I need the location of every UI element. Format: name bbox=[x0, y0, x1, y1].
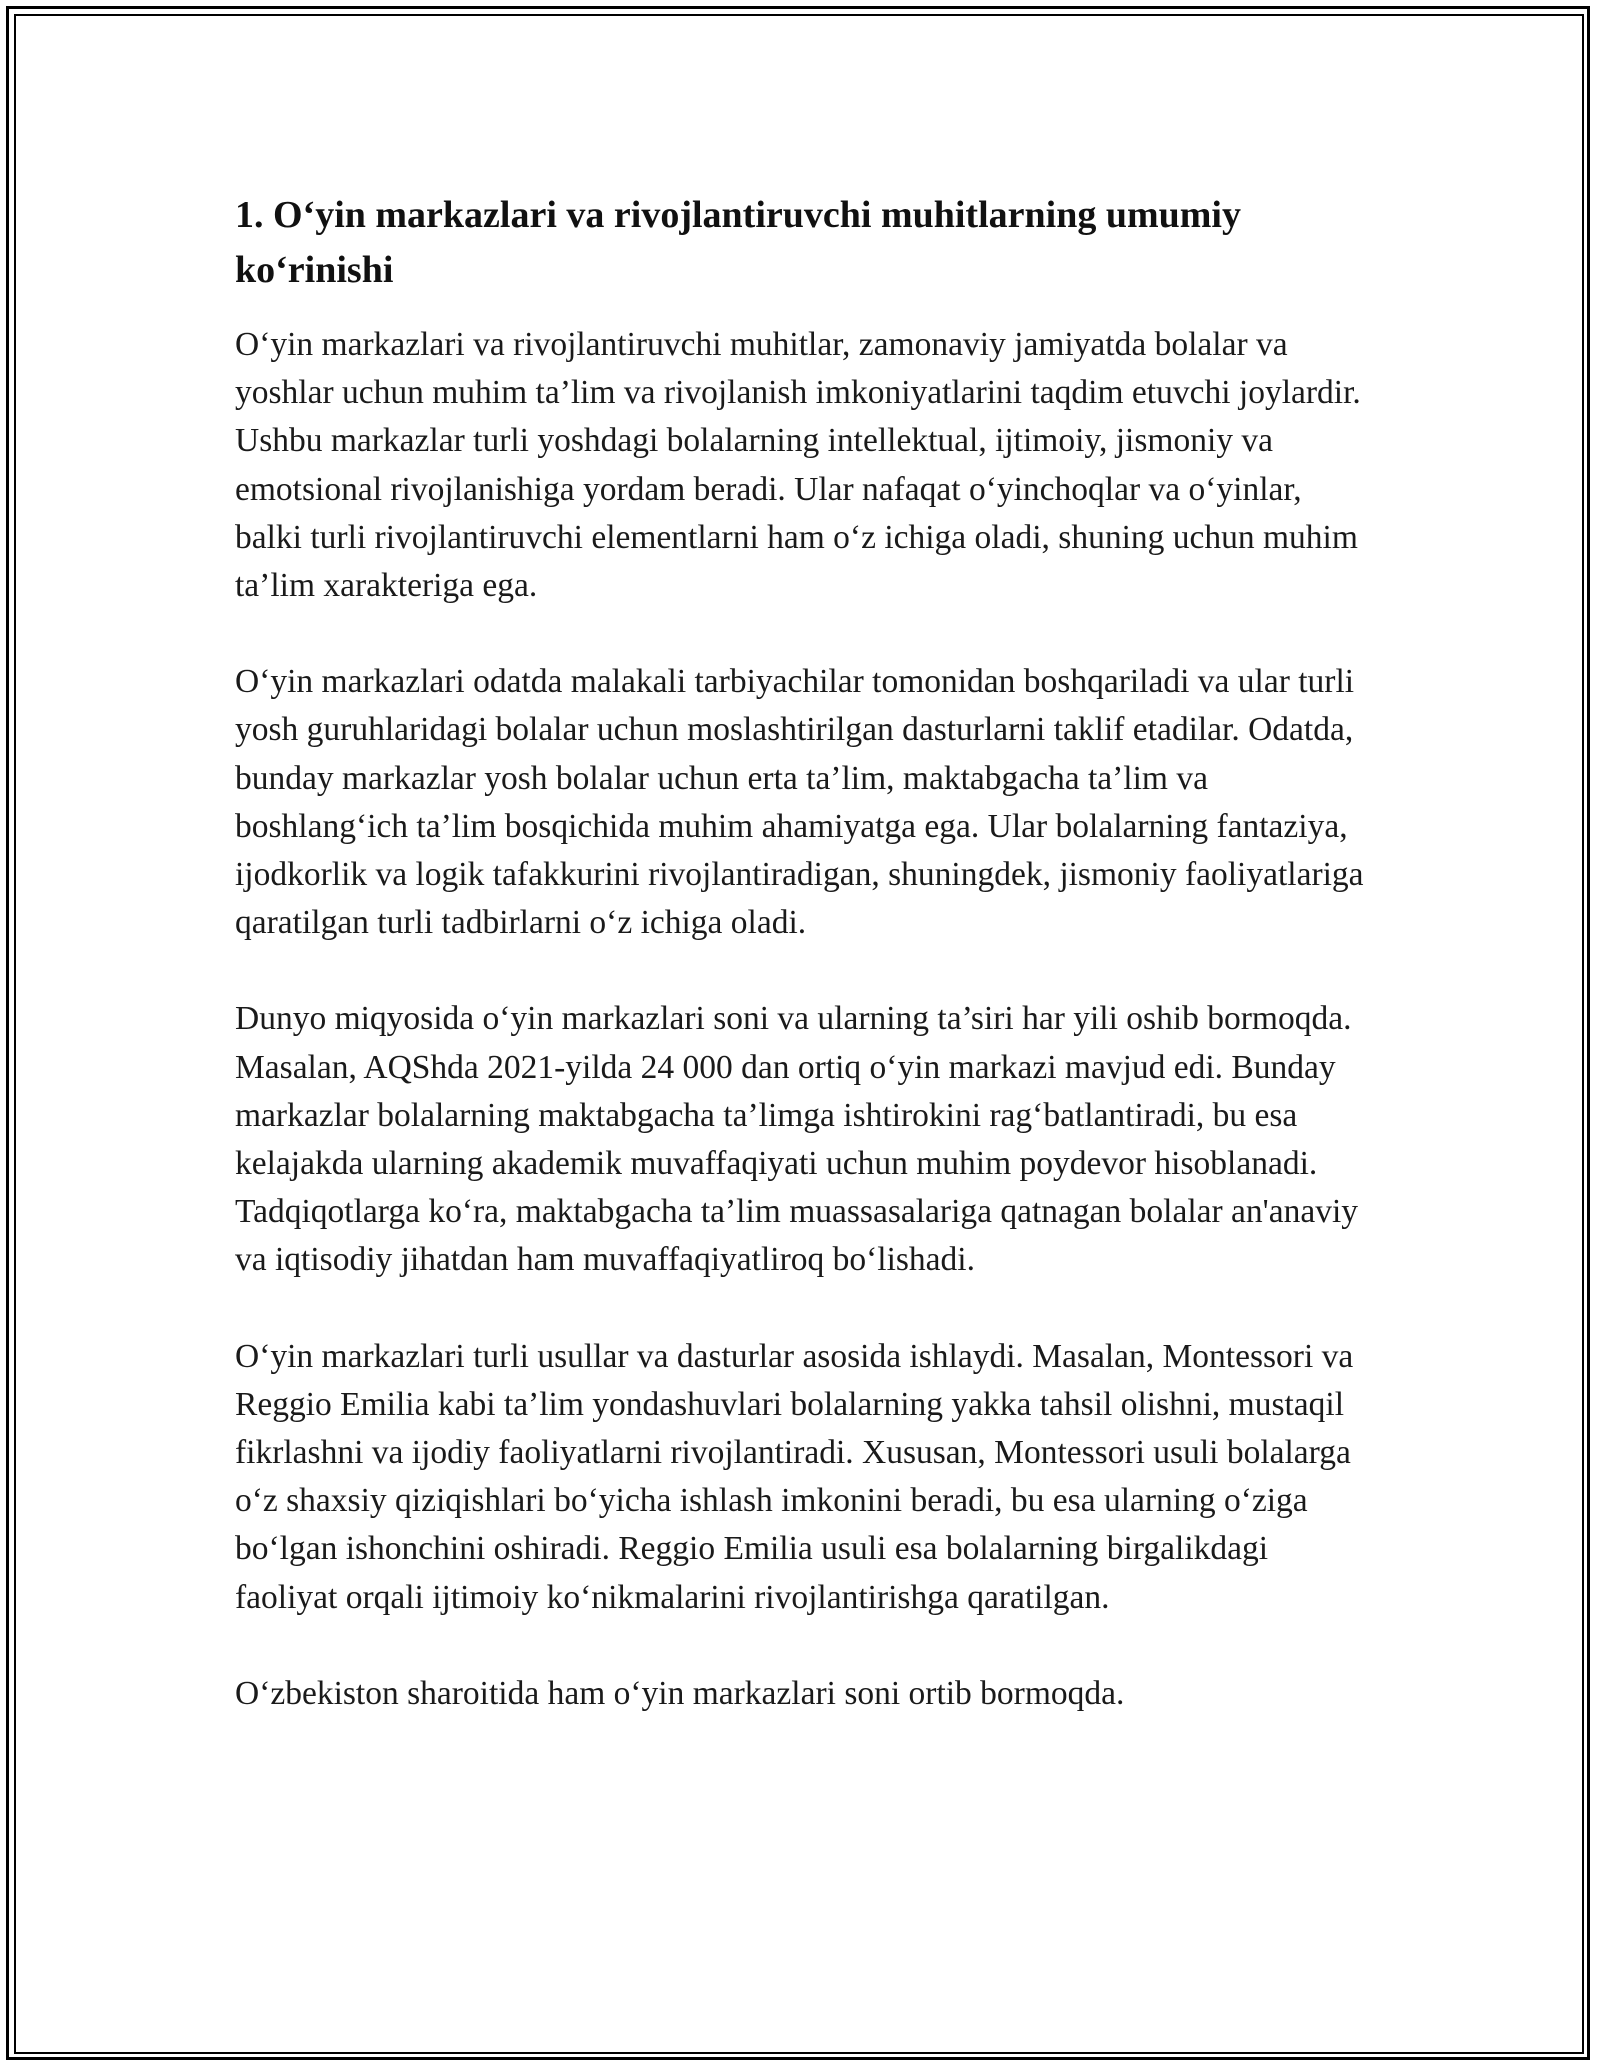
paragraph-3: Dunyo miqyosida o‘yin markazlari soni va ularning ta’siri har yili oshib bormoqda. Masalan, AQShda 2021-yilda 24 000 dan ortiq o‘yin markazi mavjud edi. Bunday markazlar bolalarning maktabgacha ta’limga ishtirokini rag‘batlantiradi, bu esa kelajakda ularning akademik muvaffaqiyati uchun muhim poydevor hisoblanadi. Tadqiqotlarga ko‘ra, maktabgacha ta’lim muassasalariga qatnagan bolalar an'anaviy va iqtisodiy jihatdan ham muvaffaqiyatliroq bo‘lishadi. bbox=[235, 1000, 1359, 1279]
paragraph-2: O‘yin markazlari odatda malakali tarbiyachilar tomonidan boshqariladi va ular turli yosh guruhlaridagi bolalar uchun moslashtirilgan dasturlarni taklif etadilar. Odatda, bunday markazlar yosh bolalar uchun erta ta’lim, maktabgacha ta’lim va boshlang‘ich ta’lim bosqichida muhim ahamiyatga ega. Ular bolalarning fantaziya, ijodkorlik va logik tafakkurini rivojlantiradigan, shuningdek, jismoniy faoliyatlariga qaratilgan turli tadbirlarni o‘z ichiga oladi. bbox=[235, 663, 1364, 942]
paragraph-5: O‘zbekiston sharoitida ham o‘yin markazlari soni ortib bormoqda. bbox=[235, 1674, 1125, 1712]
paragraph-1: O‘yin markazlari va rivojlantiruvchi muhitlar, zamonaviy jamiyatda bolalar va yoshlar uchun muhim ta’lim va rivojlanish imkoniyatlarini taqdim etuvchi joylardir. Ushbu markazlar turli yoshdagi bolalarning intellektual, ijtimoiy, jismoniy va emotsional rivojlanishiga yordam beradi. Ular nafaqat o‘yinchoqlar va o‘yinlar, balki turli rivojlantiruvchi elementlarni ham o‘z ichiga oladi, shuning uchun muhim ta’lim xarakteriga ega. bbox=[235, 326, 1361, 605]
section-title: 1. O‘yin markazlari va rivojlantiruvchi muhitlarning umumiy ko‘rinishi bbox=[235, 194, 1241, 291]
document-body bbox=[235, 188, 1370, 1766]
paragraph-4: O‘yin markazlari turli usullar va dasturlar asosida ishlaydi. Masalan, Montessori va Reggio Emilia kabi ta’lim yondashuvlari bolalarning yakka tahsil olishni, mustaqil fikrlashni va ijodiy faoliyatlarni rivojlantiradi. Xususan, Montessori usuli bolalarga o‘z shaxsiy qiziqishlari bo‘yicha ishlash imkonini beradi, bu esa ularning o‘ziga bo‘lgan ishonchini oshiradi. Reggio Emilia usuli esa bolalarning birgalikdagi faoliyat orqali ijtimoiy ko‘nikmalarini rivojlantirishga qaratilgan. bbox=[235, 1337, 1354, 1616]
